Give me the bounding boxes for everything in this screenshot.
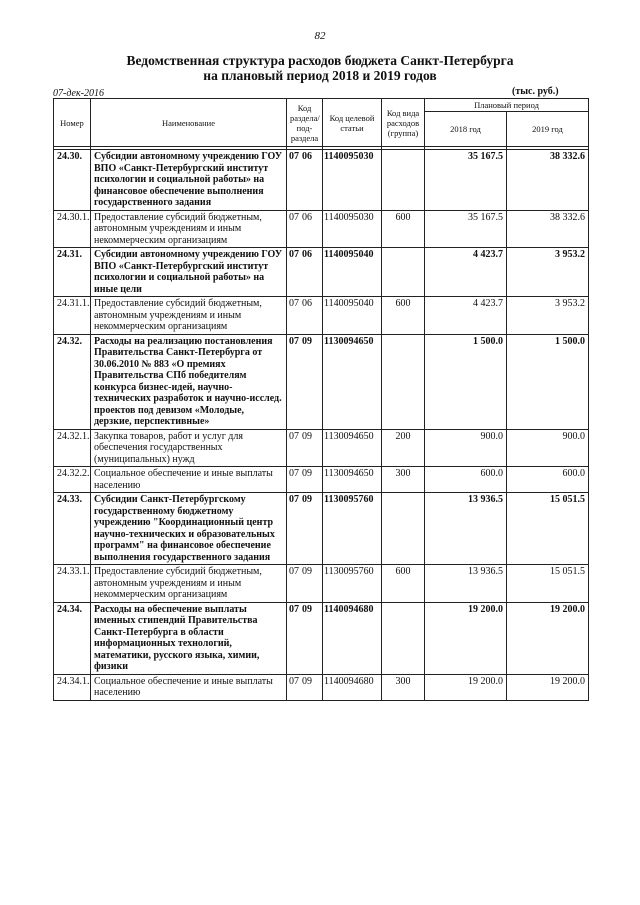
row-expense-type: 600 xyxy=(382,297,425,335)
title-line-2: на плановый период 2018 и 2019 годов xyxy=(203,68,437,83)
row-expense-type xyxy=(382,150,425,211)
row-amount-2018: 19 200.0 xyxy=(425,674,507,700)
row-number: 24.30. xyxy=(54,150,91,211)
table-row xyxy=(54,565,589,603)
row-amount-2018: 4 423.7 xyxy=(425,248,507,297)
razdel-code: 07 xyxy=(289,603,299,615)
row-name: Предоставление субсидий бюджетным, автономным учреждениям и иным некоммерческим организациям xyxy=(91,210,287,248)
row-target-code: 1140094680 xyxy=(323,602,382,674)
row-name: Закупка товаров, работ и услуг для обеспечения государственных (муниципальных) нужд xyxy=(91,429,287,467)
row-section-code xyxy=(287,297,323,335)
header-planned-period: Плановый период xyxy=(425,99,589,112)
row-amount-2018: 600.0 xyxy=(425,467,507,493)
razdel-code: 07 xyxy=(289,151,299,162)
row-target-code: 1140095040 xyxy=(323,297,382,335)
budget-table xyxy=(53,98,589,701)
podrazdel-code: 09 xyxy=(302,430,312,442)
row-number: 24.32.1. xyxy=(54,429,91,467)
row-target-code: 1130095760 xyxy=(323,493,382,565)
row-amount-2019: 1 500.0 xyxy=(507,334,589,429)
row-target-code: 1130094650 xyxy=(323,467,382,493)
row-expense-type: 600 xyxy=(382,210,425,248)
razdel-code: 07 xyxy=(289,675,299,687)
row-target-code: 1140094680 xyxy=(323,674,382,700)
row-target-code: 1140095040 xyxy=(323,248,382,297)
table-row xyxy=(54,602,589,674)
row-name: Субсидии автономному учреждению ГОУ ВПО «Санкт-Петербургский институт психологии и социальной работы» на иные цели xyxy=(91,248,287,297)
row-number: 24.33.1. xyxy=(54,565,91,603)
header-section-code: Код раздела/ под-раздела xyxy=(287,99,323,147)
table-row xyxy=(54,210,589,248)
razdel-code: 07 xyxy=(289,249,299,260)
units-label: (тыс. руб.) xyxy=(512,86,559,97)
row-amount-2018: 13 936.5 xyxy=(425,493,507,565)
row-number: 24.31. xyxy=(54,248,91,297)
row-amount-2019: 3 953.2 xyxy=(507,297,589,335)
row-section-code xyxy=(287,334,323,429)
razdel-code: 07 xyxy=(289,211,299,223)
row-expense-type: 300 xyxy=(382,467,425,493)
razdel-code: 07 xyxy=(289,494,299,505)
row-target-code: 1140095030 xyxy=(323,150,382,211)
razdel-code: 07 xyxy=(289,430,299,442)
row-target-code: 1130094650 xyxy=(323,429,382,467)
table-row xyxy=(54,674,589,700)
header-expense-type: Код вида расходов (группа) xyxy=(382,99,425,147)
header-name: Наименование xyxy=(91,99,287,147)
podrazdel-code: 09 xyxy=(302,675,312,687)
header-number: Номер xyxy=(54,99,91,147)
row-section-code xyxy=(287,248,323,297)
podrazdel-code: 09 xyxy=(302,566,312,577)
row-amount-2019: 19 200.0 xyxy=(507,602,589,674)
row-name: Социальное обеспечение и иные выплаты населению xyxy=(91,467,287,493)
row-number: 24.31.1. xyxy=(54,297,91,335)
row-expense-type: 200 xyxy=(382,429,425,467)
row-section-code xyxy=(287,467,323,493)
row-amount-2018: 19 200.0 xyxy=(425,602,507,674)
podrazdel-code: 06 xyxy=(302,249,312,260)
row-name: Субсидии автономному учреждению ГОУ ВПО «Санкт-Петербургский институт психологии и социальной работы» на финансовое обеспечение выполнения государственного задания xyxy=(91,150,287,211)
row-amount-2019: 900.0 xyxy=(507,429,589,467)
header-target-code: Код целевой статьи xyxy=(323,99,382,147)
row-amount-2019: 15 051.5 xyxy=(507,493,589,565)
row-amount-2019: 3 953.2 xyxy=(507,248,589,297)
row-number: 24.34.1. xyxy=(54,674,91,700)
row-number: 24.34. xyxy=(54,602,91,674)
podrazdel-code: 09 xyxy=(302,335,312,347)
razdel-code: 07 xyxy=(289,468,299,479)
row-number: 24.32.2. xyxy=(54,467,91,493)
row-amount-2018: 13 936.5 xyxy=(425,565,507,603)
row-target-code: 1140095030 xyxy=(323,210,382,248)
title-line-1: Ведомственная структура расходов бюджета Санкт-Петербурга xyxy=(126,53,514,68)
row-expense-type xyxy=(382,493,425,565)
page-number: 82 xyxy=(314,30,326,42)
podrazdel-code: 09 xyxy=(302,468,312,479)
row-amount-2019: 600.0 xyxy=(507,467,589,493)
row-expense-type xyxy=(382,248,425,297)
document-title xyxy=(0,53,640,83)
row-amount-2018: 900.0 xyxy=(425,429,507,467)
row-expense-type xyxy=(382,334,425,429)
row-number: 24.32. xyxy=(54,334,91,429)
row-name: Предоставление субсидий бюджетным, автономным учреждениям и иным некоммерческим организациям xyxy=(91,565,287,603)
row-section-code xyxy=(287,150,323,211)
row-section-code xyxy=(287,493,323,565)
row-number: 24.30.1. xyxy=(54,210,91,248)
podrazdel-code: 06 xyxy=(302,151,312,162)
razdel-code: 07 xyxy=(289,566,299,577)
podrazdel-code: 06 xyxy=(302,298,312,309)
row-name: Предоставление субсидий бюджетным, автономным учреждениям и иным некоммерческим организациям xyxy=(91,297,287,335)
table-body xyxy=(54,150,589,701)
header-year-2018: 2018 год xyxy=(425,112,507,147)
row-amount-2019: 15 051.5 xyxy=(507,565,589,603)
row-amount-2018: 35 167.5 xyxy=(425,150,507,211)
podrazdel-code: 06 xyxy=(302,211,312,223)
row-section-code xyxy=(287,210,323,248)
row-amount-2019: 38 332.6 xyxy=(507,150,589,211)
table-row xyxy=(54,150,589,211)
table-row xyxy=(54,429,589,467)
header-year-2019: 2019 год xyxy=(507,112,589,147)
table-row xyxy=(54,334,589,429)
table-row xyxy=(54,493,589,565)
podrazdel-code: 09 xyxy=(302,494,312,505)
row-section-code xyxy=(287,565,323,603)
row-amount-2019: 19 200.0 xyxy=(507,674,589,700)
row-name: Расходы на обеспечение выплаты именных стипендий Правительства Санкт-Петербурга в области информационных технологий, математики, русского языка, химии, физики xyxy=(91,602,287,674)
row-section-code xyxy=(287,674,323,700)
row-section-code xyxy=(287,429,323,467)
razdel-code: 07 xyxy=(289,298,299,309)
table-row xyxy=(54,467,589,493)
row-target-code: 1130094650 xyxy=(323,334,382,429)
row-amount-2018: 4 423.7 xyxy=(425,297,507,335)
table-row xyxy=(54,248,589,297)
row-expense-type: 600 xyxy=(382,565,425,603)
table-row xyxy=(54,297,589,335)
row-expense-type: 300 xyxy=(382,674,425,700)
row-name: Субсидии Санкт-Петербургскому государственному бюджетному учреждению "Координационный центр научно-технических и образовательных программ" на финансовое обеспечение выполнения государственного задания xyxy=(91,493,287,565)
row-name: Социальное обеспечение и иные выплаты населению xyxy=(91,674,287,700)
document-date: 07-дек-2016 xyxy=(53,88,104,99)
podrazdel-code: 09 xyxy=(302,603,312,615)
row-target-code: 1130095760 xyxy=(323,565,382,603)
row-amount-2018: 35 167.5 xyxy=(425,210,507,248)
row-section-code xyxy=(287,602,323,674)
row-name: Расходы на реализацию постановления Правительства Санкт-Петербурга от 30.06.2010 № 883 «О премиях Правительства СПб победителям конкурса бизнес-идей, научно-технических разработок и научно-исслед. проектов под девизом «Молодые, дерзкие, перспективные» xyxy=(91,334,287,429)
row-expense-type xyxy=(382,602,425,674)
row-amount-2018: 1 500.0 xyxy=(425,334,507,429)
row-amount-2019: 38 332.6 xyxy=(507,210,589,248)
row-number: 24.33. xyxy=(54,493,91,565)
razdel-code: 07 xyxy=(289,335,299,347)
